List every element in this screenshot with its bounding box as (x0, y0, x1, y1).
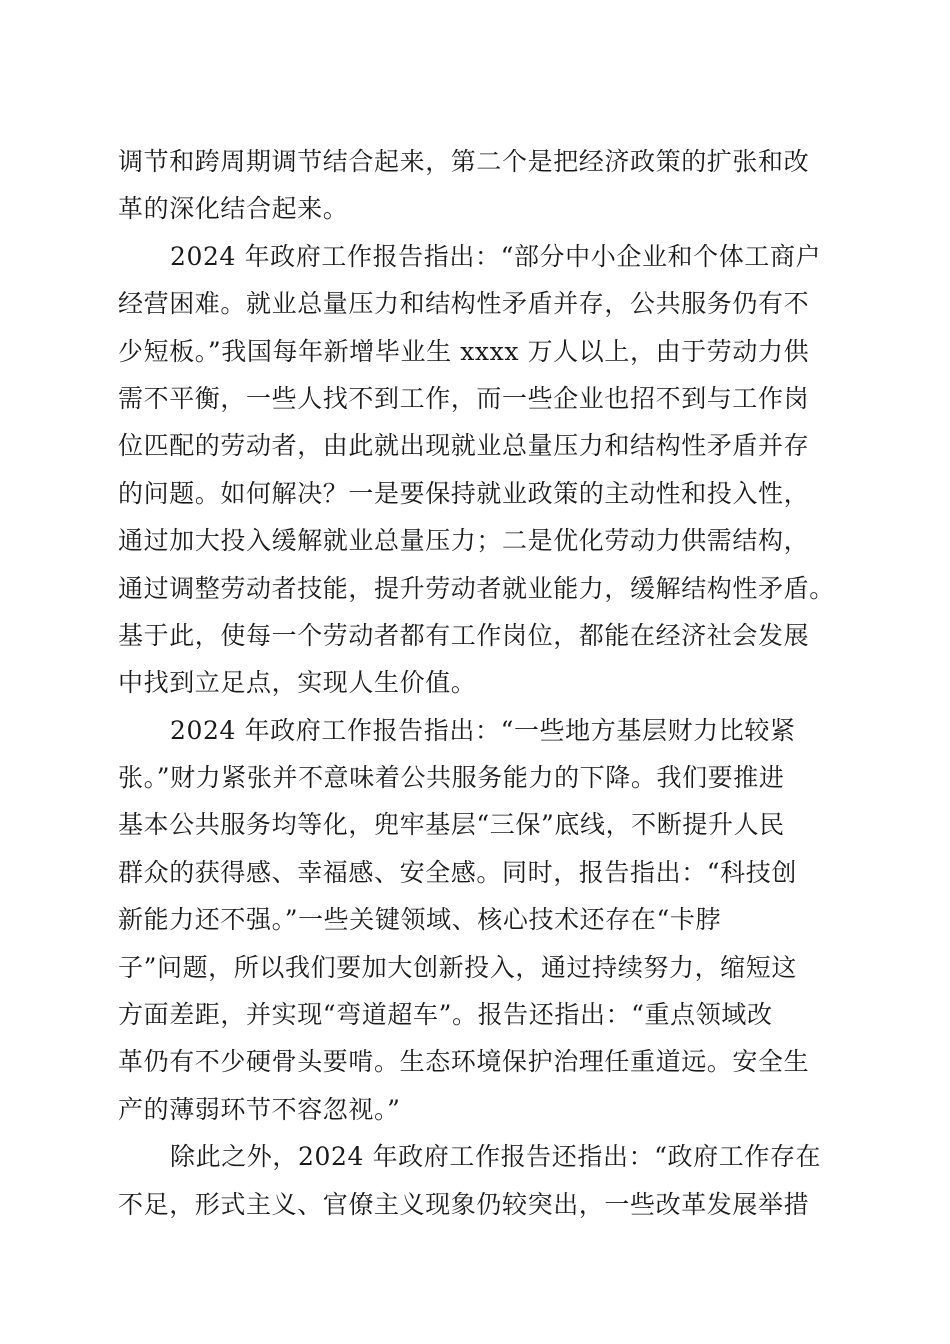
text-line: 2024 年政府工作报告指出：“部分中小企业和个体工商户 (170, 241, 822, 271)
paragraph-4 (118, 1133, 830, 1228)
text-line: 群众的获得感、幸福感、安全感。同时，报告指出：“科技创 (118, 857, 797, 887)
text-line: 除此之外，2024 年政府工作报告还指出：“政府工作存在 (170, 1142, 822, 1172)
text-line: 革仍有不少硬骨头要啃。生态环境保护治理任重道远。安全生 (118, 1047, 810, 1077)
document-body (118, 138, 835, 1228)
text-line: 产的薄弱环节不容忽视。” (118, 1094, 401, 1124)
text-line: 需不平衡，一些人找不到工作，而一些企业也招不到与工作岗 (118, 383, 810, 413)
text-line: 调节和跨周期调节结合起来，第二个是把经济政策的扩张和改 (118, 147, 810, 176)
text-line: 的问题。如何解决？一是要保持就业政策的主动性和投入性， (118, 478, 810, 508)
text-line: 通过加大投入缓解就业总量压力；二是优化劳动力供需结构， (118, 526, 810, 556)
text-line: 子”问题，所以我们要加大创新投入，通过持续努力，缩短这 (118, 952, 797, 982)
text-line: 通过调整劳动者技能，提升劳动者就业能力，缓解结构性矛盾。 (118, 573, 835, 603)
text-line: 方面差距，并实现“弯道超车”。报告还指出：“重点领域改 (118, 1000, 773, 1030)
text-line: 不足，形式主义、官僚主义现象仍较突出，一些改革发展举措 (118, 1189, 810, 1219)
text-line: 少短板。”我国每年新增毕业生 xxxx 万人以上，由于劳动力供 (118, 336, 810, 366)
paragraph-1 (118, 138, 830, 233)
text-line: 基本公共服务均等化，兜牢基层“三保”底线，不断提升人民 (118, 810, 785, 840)
text-line: 新能力还不强。”一些关键领域、核心技术还存在“卡脖 (118, 905, 722, 935)
text-line: 张。”财力紧张并不意味着公共服务能力的下降。我们要推进 (118, 763, 785, 793)
text-line: 位匹配的劳动者，由此就出现就业总量压力和结构性矛盾并存 (118, 431, 810, 461)
text-line: 中找到立足点，实现人生价值。 (118, 668, 477, 698)
text-line: 经营困难。就业总量压力和结构性矛盾并存，公共服务仍有不 (118, 289, 810, 319)
text-line: 2024 年政府工作报告指出：“一些地方基层财力比较紧 (170, 715, 796, 745)
text-line: 革的深化结合起来。 (118, 194, 349, 224)
text-line: 基于此，使每一个劳动者都有工作岗位，都能在经济社会发展 (118, 620, 810, 650)
paragraph-2 (118, 233, 835, 707)
paragraph-3 (118, 707, 830, 1134)
